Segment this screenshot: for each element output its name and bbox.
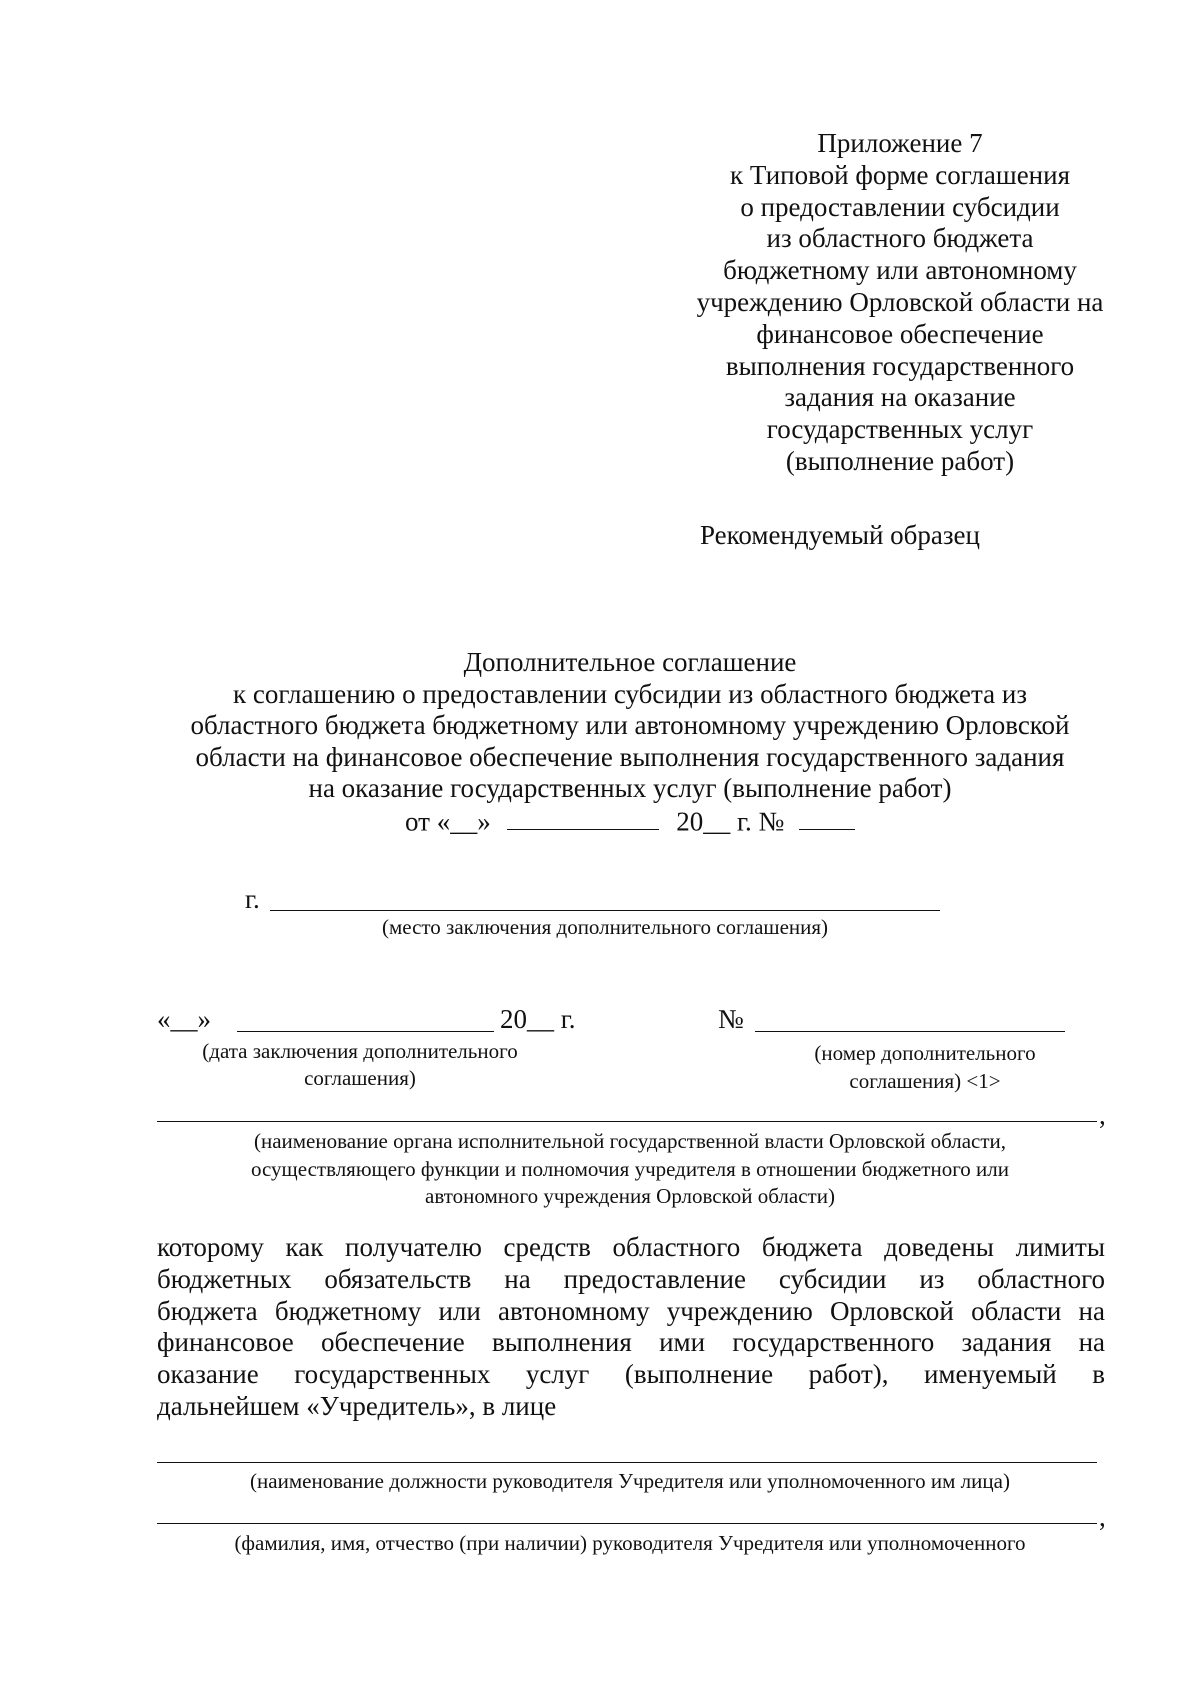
recommended-sample-label: Рекомендуемый образец (699, 520, 980, 550)
title-date-year: 20__ г. № (676, 805, 785, 836)
organ-caption-line: автономного учреждения Орловской области) (425, 1184, 835, 1208)
title-number-blank[interactable] (799, 805, 855, 830)
number-blank-line[interactable] (755, 1031, 1065, 1032)
body-line: бюджетных обязательств на предоставление субсидии из областного (157, 1263, 1105, 1294)
appendix-line: Приложение 7 (817, 128, 983, 158)
body-line: оказание государственных услуг (выполнение работ), именуемый в (157, 1359, 1105, 1390)
organ-caption-line: (наименование органа исполнительной государственной власти Орловской области, (253, 1129, 1007, 1153)
title-date-line (150, 805, 1110, 838)
appendix-line: учреждению Орловской области на (696, 286, 1104, 317)
date-caption-2: соглашения) (304, 1066, 416, 1090)
number-caption-1: (номер дополнительного (814, 1041, 1036, 1065)
document-title (150, 647, 1110, 837)
title-line: областного бюджета бюджетному или автономному учреждению Орловской (190, 710, 1070, 740)
appendix-line: из областного бюджета (766, 223, 1034, 254)
fio-caption: (фамилия, имя, отчество (при наличии) руководителя Учредителя или уполномоченного (234, 1531, 1026, 1555)
appendix-line: выполнения государственного (725, 350, 1075, 381)
place-blank-line[interactable] (270, 910, 940, 911)
position-caption: (наименование должности руководителя Учредителя или уполномоченного им лица) (250, 1469, 1010, 1493)
organ-blank-line[interactable] (157, 1121, 1097, 1122)
organ-comma: , (1099, 1100, 1106, 1130)
title-line: области на финансовое обеспечение выполнения государственного задания (195, 741, 1065, 772)
number-sign: № (718, 1004, 744, 1034)
fio-blank-line[interactable] (157, 1523, 1097, 1524)
appendix-line: (выполнение работ) (785, 445, 1015, 476)
title-line: Дополнительное соглашение (463, 647, 797, 677)
title-date-month-blank[interactable] (507, 805, 659, 830)
title-line: на оказание государственных услуг (выполнение работ) (308, 773, 952, 803)
place-prefix: г. (245, 884, 260, 914)
title-date-prefix: от «__» (405, 805, 491, 836)
appendix-line: финансовое обеспечение (756, 318, 1044, 349)
appendix-line: задания на оказание (784, 382, 1016, 413)
body-line: которому как получателю средств областного бюджета доведены лимиты (157, 1232, 1105, 1262)
number-caption-2: соглашения) <1> (849, 1069, 1001, 1093)
body-line: финансовое обеспечение выполнения ими государственного задания на (157, 1327, 1105, 1358)
body-line: бюджета бюджетному или автономному учреждению Орловской области на (157, 1295, 1105, 1326)
appendix-header (600, 128, 1200, 478)
date-caption-1: (дата заключения дополнительного (202, 1039, 518, 1063)
date-year: 20__ г. (500, 1004, 576, 1034)
position-blank-line[interactable] (157, 1462, 1097, 1463)
body-line: дальнейшем «Учредитель», в лице (157, 1390, 557, 1421)
date-blank-line[interactable] (237, 1031, 494, 1032)
appendix-line: о предоставлении субсидии (740, 191, 1060, 222)
date-quote: «__» (157, 1004, 211, 1034)
appendix-line: к Типовой форме соглашения (730, 159, 1070, 190)
place-caption: (место заключения дополнительного соглашения) (381, 915, 829, 939)
appendix-line: бюджетному или автономному (723, 255, 1077, 286)
title-line: к соглашению о предоставлении субсидии из областного бюджета из (232, 678, 1028, 709)
appendix-line: государственных услуг (766, 414, 1034, 445)
fio-comma: , (1099, 1502, 1106, 1532)
organ-caption-line: осуществляющего функции и полномочия учредителя в отношении бюджетного или (250, 1157, 1010, 1181)
body-paragraph (157, 1232, 1105, 1423)
